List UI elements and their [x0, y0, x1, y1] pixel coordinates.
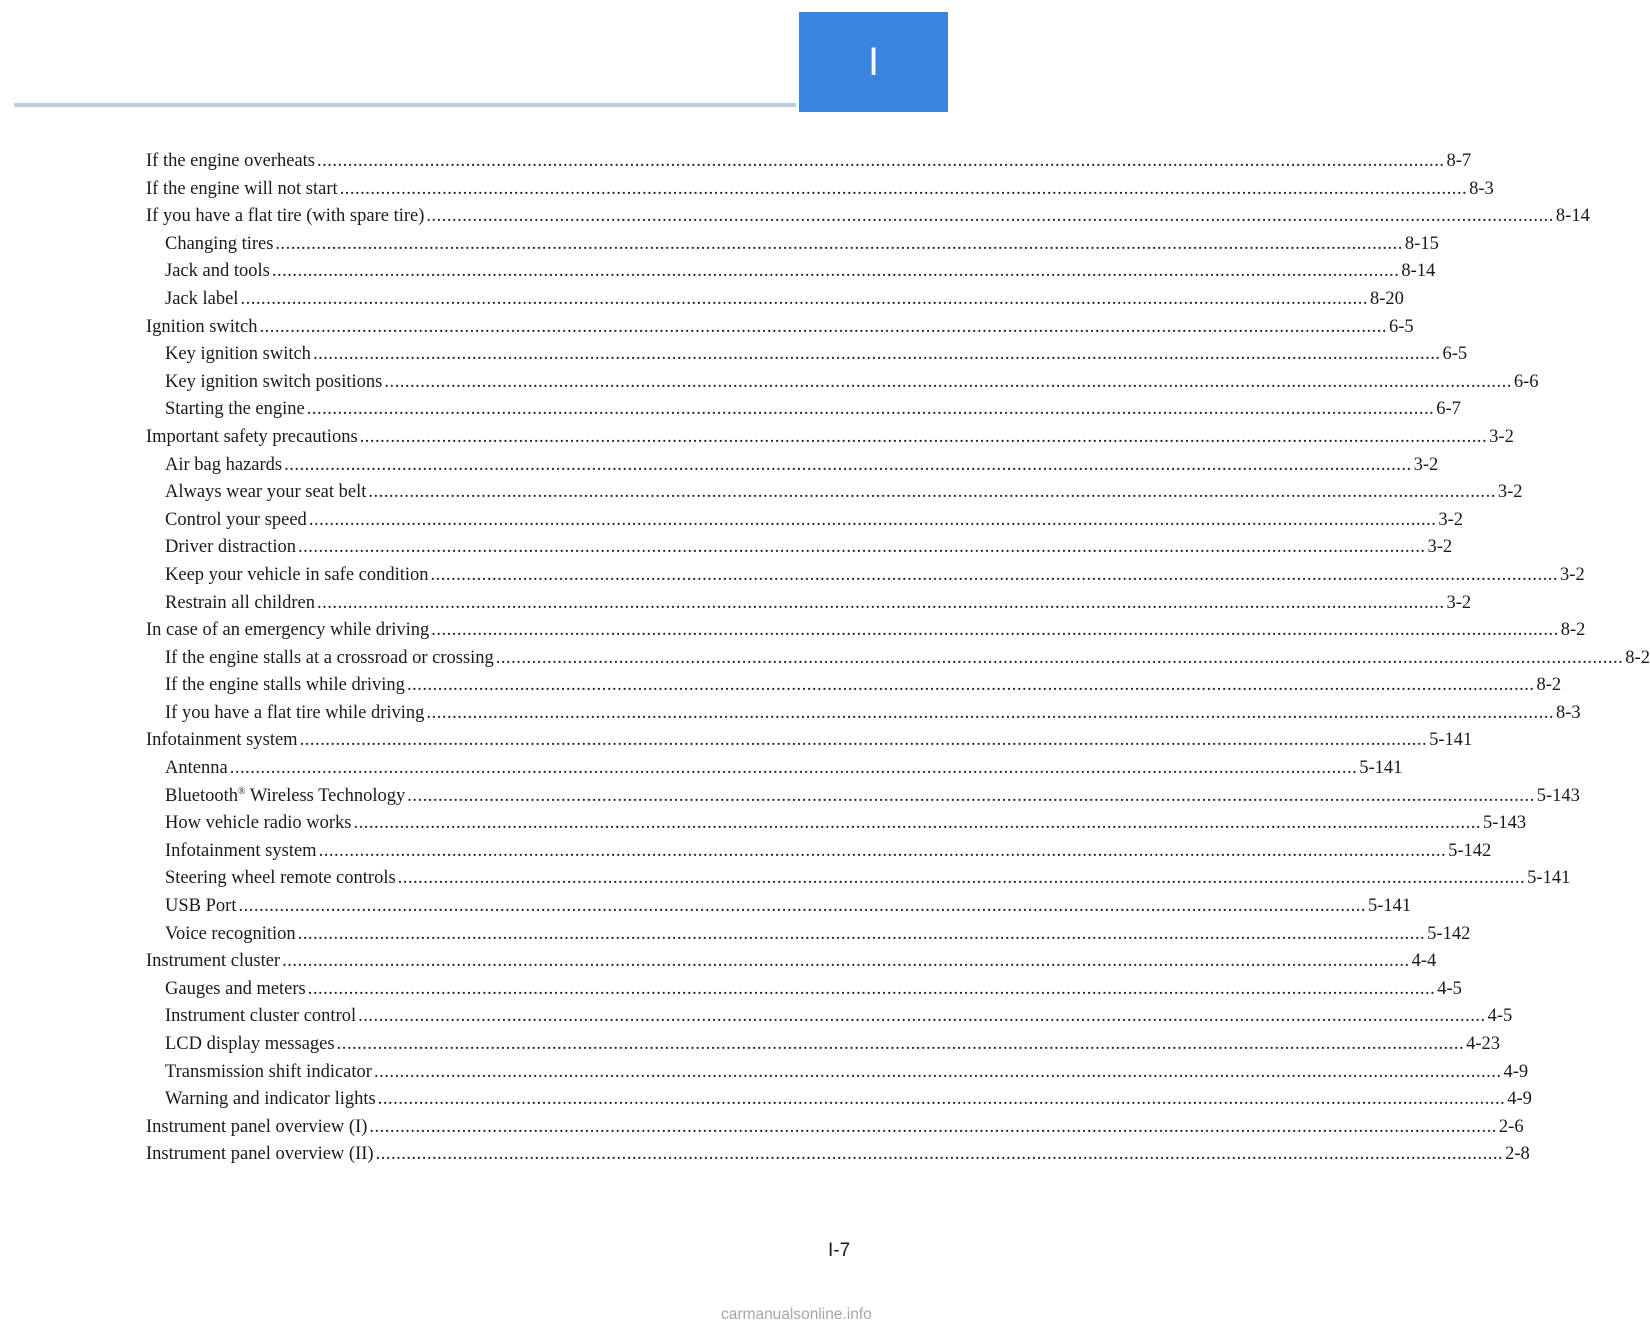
dot-leader: ............................................................................................................................................................................................................................ [271, 261, 1400, 282]
page-reference: 8-2 [1536, 675, 1562, 696]
entry-label-text: Keep your vehicle in safe condition [165, 564, 429, 585]
index-entry [146, 176, 1494, 204]
page-reference: 5-141 [1527, 868, 1571, 889]
dot-leader: ............................................................................................................................................................................................................................ [307, 978, 1436, 999]
dot-leader: ............................................................................................................................................................................................................................ [407, 785, 1535, 806]
index-subentry [146, 341, 1468, 369]
entry-label-text: If the engine overheats [146, 151, 315, 171]
dot-leader: ............................................................................................................................................................................................................................ [317, 592, 1445, 613]
dot-leader: ............................................................................................................................................................................................................................ [377, 1089, 1506, 1110]
entry-label [165, 258, 270, 286]
dot-leader: ............................................................................................................................................................................................................................ [317, 151, 1445, 171]
entry-label-text: LCD display messages [165, 1034, 335, 1054]
index-entry [146, 1114, 1524, 1142]
entry-label-text: How vehicle radio works [165, 813, 352, 834]
entry-label-text: Steering wheel remote controls [165, 868, 396, 889]
entry-label-text: Gauges and meters [165, 978, 306, 999]
entry-label [165, 1031, 335, 1059]
entry-label [146, 727, 298, 755]
page-reference: 4-5 [1487, 1006, 1513, 1027]
index-subentry [146, 286, 1404, 314]
entry-label-text: In case of an emergency while driving [146, 620, 430, 641]
page-reference: 5-141 [1367, 896, 1412, 917]
page-reference: 5-142 [1427, 923, 1471, 944]
page-reference: 5-143 [1483, 813, 1527, 834]
dot-leader: ............................................................................................................................................................................................................................ [397, 868, 1526, 889]
entry-label [165, 534, 296, 562]
dot-leader: ............................................................................................................................................................................................................................ [339, 178, 1468, 199]
index-subentry [146, 672, 1562, 700]
page-reference: 8-7 [1446, 151, 1472, 171]
page-reference: 3-2 [1446, 592, 1472, 613]
dot-leader: ............................................................................................................................................................................................................................ [368, 482, 1496, 503]
entry-label [165, 865, 396, 893]
entry-label [165, 286, 238, 314]
page-reference: 8-15 [1404, 233, 1439, 254]
page-reference: 8-20 [1369, 288, 1404, 309]
section-tab [799, 12, 948, 112]
index-subentry [146, 1059, 1529, 1087]
index-subentry [146, 258, 1436, 286]
page-reference: 8-2 [1560, 620, 1586, 641]
header-rule [14, 103, 796, 107]
index-entry [146, 948, 1437, 976]
page-reference: 3-2 [1497, 482, 1523, 503]
dot-leader: ............................................................................................................................................................................................................................ [240, 288, 1368, 309]
dot-leader: ............................................................................................................................................................................................................................ [238, 896, 1366, 917]
index-subentry [146, 893, 1412, 921]
entry-label-text: Wireless Technology [245, 785, 406, 806]
dot-leader: ............................................................................................................................................................................................................................ [406, 675, 1535, 696]
page-reference: 5-143 [1536, 785, 1580, 806]
index-subentry [146, 700, 1581, 728]
index-subentry [146, 369, 1539, 397]
dot-leader: ............................................................................................................................................................................................................................ [426, 206, 1554, 227]
page-reference: 5-141 [1359, 758, 1403, 779]
index-subentry [146, 479, 1523, 507]
entry-label-text: Changing tires [165, 233, 274, 254]
dot-leader: ............................................................................................................................................................................................................................ [299, 730, 1428, 751]
dot-leader: ............................................................................................................................................................................................................................ [312, 344, 1441, 365]
entry-label-text: Bluetooth [165, 785, 238, 806]
entry-label-text: Instrument cluster control [165, 1006, 357, 1027]
dot-leader: ............................................................................................................................................................................................................................ [369, 1116, 1497, 1137]
index-subentry [146, 1031, 1500, 1059]
page-number: I-7 [828, 1240, 851, 1261]
page-reference: 4-9 [1503, 1061, 1529, 1082]
page-reference: 4-23 [1466, 1034, 1500, 1054]
entry-label [165, 755, 228, 783]
index-entry [146, 148, 1472, 176]
entry-label-text: Infotainment system [146, 730, 298, 751]
dot-leader: ............................................................................................................................................................................................................................ [359, 426, 1488, 447]
entry-label [165, 893, 236, 921]
page-reference: 8-3 [1555, 702, 1581, 723]
dot-leader: ............................................................................................................................................................................................................................ [353, 813, 1481, 834]
page-reference: 8-14 [1555, 206, 1590, 227]
entry-label [165, 672, 405, 700]
index-entry [146, 727, 1473, 755]
dot-leader: ............................................................................................................................................................................................................................ [426, 702, 1554, 723]
page-reference: 4-4 [1411, 951, 1437, 972]
entry-label-text: Instrument cluster [146, 951, 281, 972]
entry-label [165, 783, 405, 811]
entry-label-text: Key ignition switch positions [165, 371, 383, 392]
entry-label [146, 314, 258, 342]
entry-label [165, 1059, 372, 1087]
page-reference: 3-2 [1427, 537, 1453, 558]
index-entry [146, 314, 1414, 342]
entry-label-text: Jack label [165, 288, 239, 309]
entry-label [146, 148, 315, 176]
entry-label-text: Antenna [165, 758, 228, 779]
dot-leader: ............................................................................................................................................................................................................................ [298, 537, 1426, 558]
entry-label-text: If the engine stalls while driving [165, 675, 405, 696]
entry-label-text: USB Port [165, 896, 237, 917]
entry-label-text: Infotainment system [165, 840, 317, 861]
entry-label [165, 507, 307, 535]
index-subentry [146, 865, 1571, 893]
dot-leader: ............................................................................................................................................................................................................................ [259, 316, 1388, 337]
entry-label [165, 1086, 376, 1114]
page-reference: 5-141 [1429, 730, 1473, 751]
page-reference: 3-2 [1489, 426, 1514, 447]
dot-leader: ............................................................................................................................................................................................................................ [284, 454, 1412, 475]
index-subentry [146, 562, 1585, 590]
index-subentry [146, 507, 1463, 535]
section-letter: I [867, 39, 880, 84]
page-reference: 3-2 [1438, 509, 1463, 530]
page-reference: 2-8 [1505, 1144, 1530, 1165]
index-subentry [146, 838, 1492, 866]
index-subentry [146, 921, 1471, 949]
entry-label-text: Important safety precautions [146, 426, 358, 447]
entry-label [165, 479, 366, 507]
page-reference: 4-5 [1437, 978, 1462, 999]
page-reference: 4-9 [1507, 1089, 1532, 1110]
dot-leader: ............................................................................................................................................................................................................................ [318, 840, 1447, 861]
dot-leader: ............................................................................................................................................................................................................................ [282, 951, 1410, 972]
entry-label [165, 590, 315, 618]
index-subentry [146, 1086, 1532, 1114]
entry-label [165, 838, 317, 866]
index-subentry [146, 976, 1462, 1004]
entry-label [165, 369, 382, 397]
entry-label [165, 562, 429, 590]
entry-label [146, 1114, 367, 1142]
entry-label [165, 976, 306, 1004]
dot-leader: ............................................................................................................................................................................................................................ [358, 1006, 1486, 1027]
entry-label-text: Air bag hazards [165, 454, 283, 475]
entry-label-text: Voice recognition [165, 923, 296, 944]
entry-label [146, 424, 358, 452]
entry-label [146, 176, 338, 204]
watermark: carmanualsonline.info [721, 1306, 872, 1323]
entry-label [165, 645, 494, 673]
dot-leader: ............................................................................................................................................................................................................................ [297, 923, 1426, 944]
page-reference: 6-6 [1513, 371, 1539, 392]
page-reference: 8-2 [1625, 647, 1650, 668]
entry-label-text: Driver distraction [165, 537, 296, 558]
page-reference: 8-3 [1469, 178, 1494, 199]
entry-label [165, 810, 352, 838]
page-reference: 3-2 [1560, 564, 1585, 585]
dot-leader: ............................................................................................................................................................................................................................ [308, 509, 1437, 530]
page-reference: 5-142 [1448, 840, 1492, 861]
page-reference: 3-2 [1413, 454, 1439, 475]
entry-label-text: If the engine stalls at a crossroad or crossing [165, 647, 494, 668]
dot-leader: ............................................................................................................................................................................................................................ [229, 758, 1358, 779]
entry-label-text: Instrument panel overview (II) [146, 1144, 374, 1165]
index-subentry [146, 810, 1527, 838]
index-entry [146, 424, 1514, 452]
registered-mark: ® [237, 785, 246, 797]
entry-label-text: Jack and tools [165, 261, 270, 282]
page-reference: 8-14 [1401, 261, 1436, 282]
index-list [146, 148, 1650, 1169]
dot-leader: ............................................................................................................................................................................................................................ [275, 233, 1403, 254]
dot-leader: ............................................................................................................................................................................................................................ [430, 564, 1559, 585]
entry-label-text: If the engine will not start [146, 178, 338, 199]
index-subentry [146, 755, 1403, 783]
entry-label-text: Transmission shift indicator [165, 1061, 372, 1082]
entry-label [165, 341, 311, 369]
entry-label [165, 396, 305, 424]
index-entry [146, 203, 1590, 231]
entry-label [165, 231, 273, 259]
dot-leader: ............................................................................................................................................................................................................................ [373, 1061, 1502, 1082]
entry-label [146, 948, 280, 976]
index-subentry [146, 452, 1439, 480]
page-reference: 6-5 [1442, 344, 1468, 365]
dot-leader: ............................................................................................................................................................................................................................ [306, 399, 1435, 420]
entry-label-text: Instrument panel overview (I) [146, 1116, 368, 1137]
entry-label-text: Warning and indicator lights [165, 1089, 376, 1110]
entry-label [165, 700, 424, 728]
entry-label [146, 203, 424, 231]
dot-leader: ............................................................................................................................................................................................................................ [495, 647, 1624, 668]
index-subentry [146, 231, 1439, 259]
entry-label-text: If you have a flat tire (with spare tire) [146, 206, 425, 227]
index-subentry [146, 534, 1453, 562]
dot-leader: ............................................................................................................................................................................................................................ [384, 371, 1512, 392]
entry-label-text: Always wear your seat belt [165, 482, 367, 503]
entry-label-text: If you have a flat tire while driving [165, 702, 425, 723]
page-reference: 6-5 [1389, 316, 1414, 337]
entry-label-text: Ignition switch [146, 316, 258, 337]
entry-label-text: Starting the engine [165, 399, 305, 420]
dot-leader: ............................................................................................................................................................................................................................ [375, 1144, 1504, 1165]
entry-label [146, 617, 429, 645]
dot-leader: ............................................................................................................................................................................................................................ [336, 1034, 1465, 1054]
entry-label [146, 1141, 374, 1169]
page-reference: 6-7 [1436, 399, 1461, 420]
entry-label [165, 921, 296, 949]
entry-label-text: Key ignition switch [165, 344, 311, 365]
index-subentry [146, 783, 1580, 811]
entry-label-text: Control your speed [165, 509, 307, 530]
dot-leader: ............................................................................................................................................................................................................................ [431, 620, 1559, 641]
entry-label [165, 1003, 356, 1031]
index-subentry [146, 1003, 1513, 1031]
index-subentry [146, 645, 1650, 673]
index-subentry [146, 590, 1472, 618]
entry-label [165, 452, 282, 480]
index-entry [146, 617, 1586, 645]
entry-label-text: Restrain all children [165, 592, 316, 613]
index-entry [146, 1141, 1530, 1169]
index-subentry [146, 396, 1461, 424]
page-reference: 2-6 [1498, 1116, 1524, 1137]
